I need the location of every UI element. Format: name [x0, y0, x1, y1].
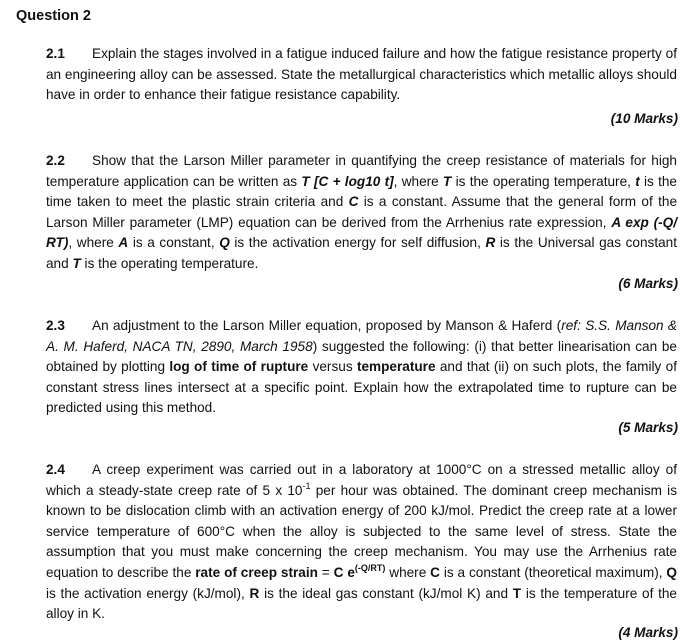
marks-2-3: (5 Marks)	[618, 420, 678, 435]
var-R: R	[485, 235, 496, 251]
bold-term: log of time of rupture	[169, 359, 309, 375]
marks-2-4: (4 Marks)	[618, 625, 678, 640]
question-number: 2.2	[46, 153, 65, 168]
var-T: T	[512, 585, 522, 601]
text: versus	[308, 359, 357, 375]
equation: C e	[333, 564, 355, 580]
var-T: T	[72, 255, 81, 271]
text: , where	[68, 235, 119, 251]
text: is the Universal gas constant and	[46, 235, 677, 271]
question-text: Explain the stages involved in a fatigue induced failure and how the fatigue resistance property of an engineering alloy can be assessed. State the metallurgical characteristics which metallic alloys should have in order to enhance their fatigue resistance capability.	[46, 46, 677, 103]
question-heading: Question 2	[16, 8, 91, 24]
text: is the activation energy (kJ/mol),	[46, 585, 250, 601]
text: is the temperature of the alloy in K.	[46, 585, 677, 622]
bold-term: temperature	[356, 359, 436, 375]
text: and that (ii) on such plots, the family of constant stress lines intersect at a specific point. Explain how the extrapolated time to rupture can be predicted using this method.	[46, 359, 678, 416]
question-2-1	[46, 44, 677, 106]
question-number: 2.1	[46, 46, 65, 61]
text: A creep experiment was carried out in a laboratory at 1000°C on a stressed metallic alloy of which a steady-state creep rate of 5 x 10	[46, 462, 677, 498]
text: ) suggested the following: (i) that better linearisation can be obtained by plotting	[46, 338, 677, 375]
text: is a constant. Assume that the general form of the Larson Miller parameter (LMP) equation can be derived from the Arrhenius rate expression,	[46, 194, 678, 230]
question-2-3	[46, 316, 677, 419]
text: per hour was obtained. The dominant creep mechanism is known to be dislocation climb with an activation energy of 200 kJ/mol. Predict the creep rate at a lower service temperature of 600°C when the alloy is subjected to the same level of stress. State the assumption that you must make concerning the creep mechanism. You may use the Arrhenius rate equation to describe the	[46, 482, 677, 580]
var-C: C	[430, 564, 440, 580]
var-C: C	[348, 194, 359, 210]
question-number: 2.3	[46, 318, 65, 333]
var-Q: Q	[219, 235, 230, 251]
exponent: (-Q/RT)	[354, 562, 386, 573]
text: is a constant (theoretical maximum),	[439, 564, 667, 580]
text: where	[385, 564, 431, 580]
text: is the activation energy for self diffusion,	[229, 235, 486, 251]
arrhenius-expression: A exp (-Q/ RT)	[46, 214, 678, 251]
lmp-formula: T [C + log10 t]	[301, 173, 394, 189]
marks-2-1: (10 Marks)	[610, 111, 678, 126]
text: is the operating temperature.	[80, 255, 259, 271]
text: is a constant,	[128, 235, 220, 251]
reference: ref: S.S. Manson & A. M. Haferd, NACA TN, 2890, March 1958	[46, 318, 677, 354]
var-t: t	[635, 173, 640, 189]
var-T: T	[443, 173, 452, 189]
question-number: 2.4	[46, 462, 65, 477]
marks-2-2: (6 Marks)	[618, 276, 678, 291]
text: Show that the Larson Miller parameter in quantifying the creep resistance of materials for high temperature application can be written as	[46, 153, 677, 189]
question-2-2	[46, 151, 677, 275]
text: is the operating temperature,	[451, 173, 636, 189]
text: is the time taken to meet the plastic strain criteria and	[46, 173, 677, 210]
question-2-4	[46, 460, 677, 625]
bold-term: rate of creep strain	[195, 564, 318, 580]
var-Q: Q	[666, 564, 677, 580]
text: An adjustment to the Larson Miller equation, proposed by Manson & Haferd (	[92, 318, 562, 333]
text: =	[317, 564, 334, 580]
var-R: R	[249, 585, 260, 601]
exponent: -1	[302, 480, 311, 491]
var-A: A	[118, 235, 129, 251]
text: is the ideal gas constant (kJ/mol K) and	[259, 585, 513, 601]
text: , where	[393, 173, 444, 189]
